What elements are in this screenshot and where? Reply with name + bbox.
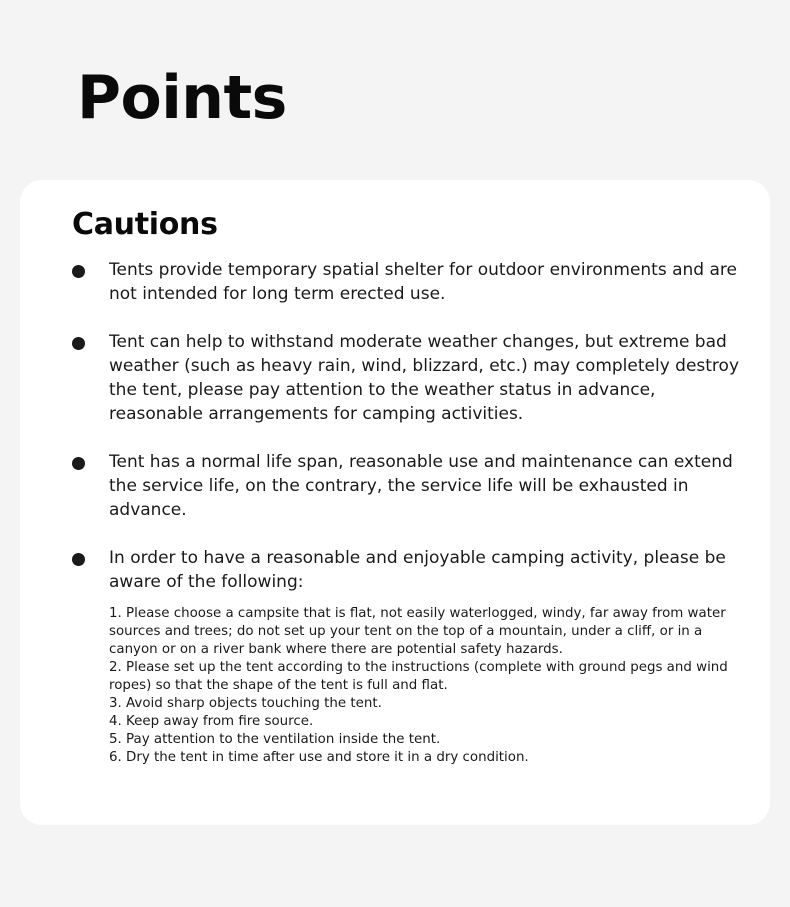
cautions-card (20, 180, 770, 825)
page-title: Points (77, 63, 287, 133)
cautions-heading: Cautions (72, 207, 218, 242)
bullet-icon (72, 553, 85, 566)
camping-tip-item: 5. Pay attention to the ventilation inside the tent. (109, 732, 441, 747)
caution-item (20, 546, 770, 767)
caution-item (20, 330, 770, 426)
caution-item (20, 258, 770, 306)
bullet-icon (72, 337, 85, 350)
caution-text: Tent has a normal life span, reasonable use and maintenance can extend the service life, on the contrary, the service life will be exhausted in advance. (109, 452, 733, 520)
camping-tip-item: 4. Keep away from fire source. (109, 714, 314, 729)
camping-tip-item: 6. Dry the tent in time after use and store it in a dry condition. (109, 750, 529, 765)
camping-tip-item: 2. Please set up the tent according to the instructions (complete with ground pegs and wind ropes) so that the shape of the tent is full and flat. (109, 660, 728, 693)
cautions-list (20, 258, 770, 791)
bullet-icon (72, 457, 85, 470)
camping-tip-item: 1. Please choose a campsite that is flat, not easily waterlogged, windy, far away from water sources and trees; do not set up your tent on the top of a mountain, under a cliff, or in a canyon or on a river bank where there are potential safety hazards. (109, 606, 726, 657)
bullet-icon (72, 265, 85, 278)
camping-tip-item: 3. Avoid sharp objects touching the tent. (109, 696, 382, 711)
caution-text: Tent can help to withstand moderate weather changes, but extreme bad weather (such as heavy rain, wind, blizzard, etc.) may completely destroy the tent, please pay attention to the weather status in advance, reasonable arrangements for camping activities. (109, 332, 740, 424)
caution-text: Tents provide temporary spatial shelter for outdoor environments and are not intended for long term erected use. (109, 260, 737, 304)
caution-text: In order to have a reasonable and enjoyable camping activity, please be aware of the following: (109, 548, 726, 592)
caution-item (20, 450, 770, 522)
camping-tips-list (109, 605, 746, 767)
